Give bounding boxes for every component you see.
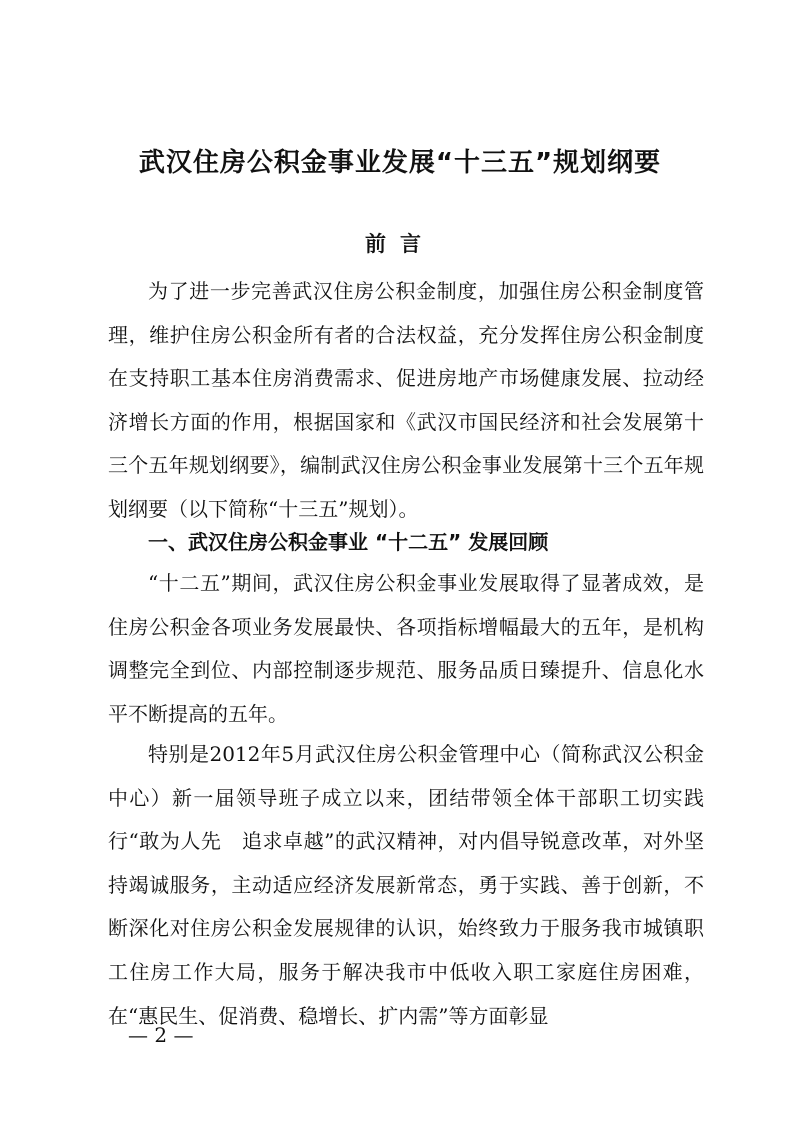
- section-heading-review: 一、武汉住房公积金事业 “十二五” 发展回顾: [148, 530, 549, 554]
- paragraph-achievements: “十二五”期间，武汉住房公积金事业发展取得了显著成效，是住房公积金各项业务发展最快、各项指标增幅最大的五年，是机构调整完全到位、内部控制逐步规范、服务品质日臻提升、信息化水平不断提高的五年。: [108, 571, 704, 726]
- preface-heading: 前言: [365, 232, 435, 256]
- page-number: — 2 —: [128, 1023, 194, 1047]
- paragraph-intro: 为了进一步完善武汉住房公积金制度，加强住房公积金制度管理，维护住房公积金所有者的合法权益，充分发挥住房公积金制度在支持职工基本住房消费需求、促进房地产市场健康发展、拉动经济增长方面的作用，根据国家和《武汉市国民经济和社会发展第十三个五年规划纲要》，编制武汉住房公积金事业发展第十三个五年规划纲要（以下简称“十三五”规划）。: [108, 279, 704, 521]
- paragraph-leadership: 特别是2012年5月武汉住房公积金管理中心（简称武汉公积金中心）新一届领导班子成立以来，团结带领全体干部职工切实践行“敢为人先 追求卓越”的武汉精神，对内倡导锐意改革，对外坚持竭诚服务，主动适应经济发展新常态，勇于实践、善于创新，不断深化对住房公积金发展规律的认识，始终致力于服务我市城镇职工住房工作大局，服务于解决我市中低收入职工家庭住房困难，在“惠民生、促消费、稳增长、扩内需”等方面彰显: [108, 742, 704, 1028]
- document-title: 武汉住房公积金事业发展“十三五”规划纲要: [138, 148, 662, 178]
